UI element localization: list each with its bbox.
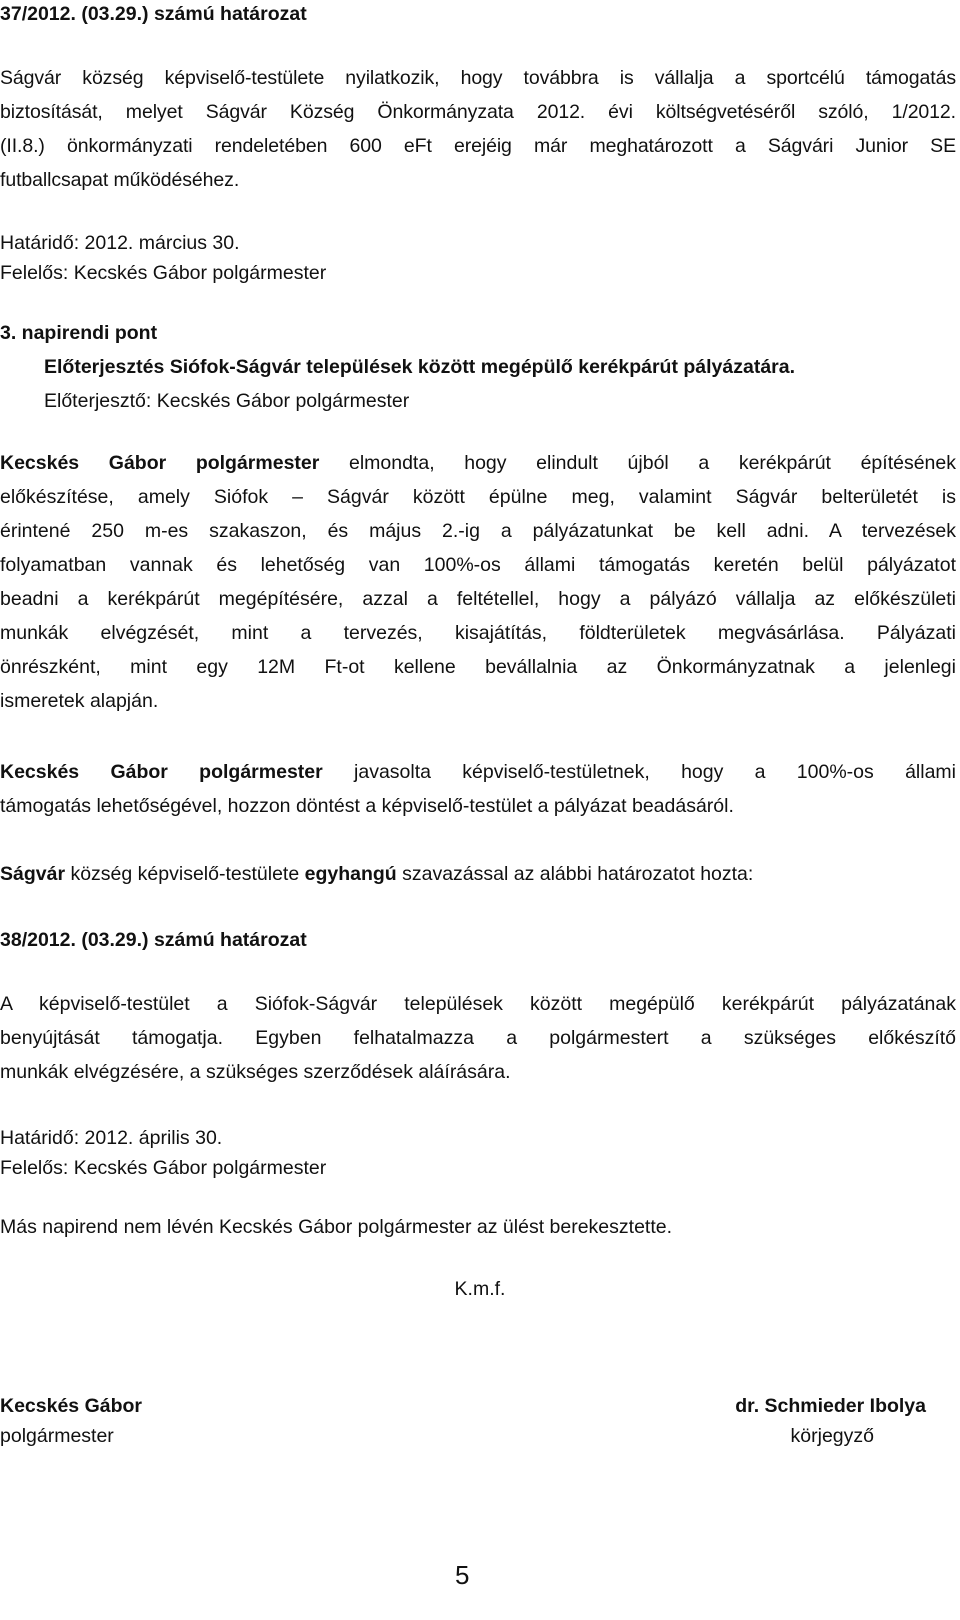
text-segment: szavazással az alábbi határozatot hozta:	[396, 863, 754, 885]
page-number: 5	[455, 1560, 470, 1590]
text-line	[0, 446, 956, 480]
agenda-item-title: 3. napirendi pont	[0, 322, 158, 344]
deadline-1: Határidő: 2012. március 30.	[0, 232, 240, 254]
closing-statement: Más napirend nem lévén Kecskés Gábor polgármester az ülést berekesztette.	[0, 1216, 673, 1238]
mayor-statement-1	[0, 446, 956, 718]
resolution-37-heading: 37/2012. (03.29.) számú határozat	[0, 3, 307, 25]
vote-statement	[0, 857, 753, 891]
text-line: beadni a kerékpárút megépítésére, azzal a feltétellel, hogy a pályázó vállalja az előkészületi	[0, 588, 956, 610]
resolution-38-body	[0, 987, 956, 1089]
text-line: önrészként, mint egy 12M Ft-ot kellene bevállalnia az Önkormányzatnak a jelenlegi	[0, 656, 956, 678]
text-segment: javasolta képviselő-testületnek, hogy a 100%-os állami	[322, 761, 956, 783]
signature-mayor-title: polgármester	[0, 1425, 114, 1447]
text-line	[0, 755, 956, 789]
signature-notary-title: körjegyző	[790, 1425, 874, 1447]
mayor-statement-2	[0, 755, 956, 823]
text-line: előkészítése, amely Siófok – Ságvár között épülne meg, valamint Ságvár belterületét is	[0, 486, 956, 508]
text-segment: község képviselő-testülete	[65, 863, 305, 885]
agenda-presenter: Előterjesztő: Kecskés Gábor polgármester	[44, 390, 410, 412]
responsible-1: Felelős: Kecskés Gábor polgármester	[0, 262, 327, 284]
text-line: Ságvár község képviselő-testülete nyilatkozik, hogy továbbra is vállalja a sportcélú támogatás	[0, 67, 956, 89]
vote-type: egyhangú	[304, 863, 397, 885]
text-line: A képviselő-testület a Siófok-Ságvár települések között megépülő kerékpárút pályázatának	[0, 993, 956, 1015]
text-line: folyamatban vannak és lehetőség van 100%-os állami támogatás keretén belül pályázatot	[0, 554, 956, 576]
text-segment: elmondta, hogy elindult újból a kerékpárút építésének	[319, 452, 956, 474]
signature-mayor-name: Kecskés Gábor	[0, 1395, 142, 1417]
text-line: biztosítását, melyet Ságvár Község Önkormányzata 2012. évi költségvetéséről szóló, 1/2012.	[0, 101, 956, 123]
resolution-37-body	[0, 61, 956, 197]
speaker-name: Kecskés Gábor polgármester	[0, 452, 320, 474]
responsible-2: Felelős: Kecskés Gábor polgármester	[0, 1157, 327, 1179]
signature-notary-name: dr. Schmieder Ibolya	[735, 1395, 926, 1417]
text-line: érintené 250 m-es szakaszon, és május 2.-ig a pályázatunkat be kell adni. A tervezések	[0, 520, 956, 542]
text-line: benyújtását támogatja. Egyben felhatalmazza a polgármestert a szükséges előkészítő	[0, 1027, 956, 1049]
text-line: munkák elvégzését, mint a tervezés, kisajátítás, földterületek megvásárlása. Pályázati	[0, 622, 956, 644]
text-line: ismeretek alapján.	[0, 690, 159, 712]
deadline-2: Határidő: 2012. április 30.	[0, 1127, 223, 1149]
text-line: futballcsapat működéséhez.	[0, 169, 240, 191]
agenda-proposal: Előterjesztés Siófok-Ságvár települések között megépülő kerékpárút pályázatára.	[44, 356, 796, 378]
kmf-label: K.m.f.	[454, 1278, 506, 1300]
speaker-name: Kecskés Gábor polgármester	[0, 761, 323, 783]
resolution-38-heading: 38/2012. (03.29.) számú határozat	[0, 929, 307, 951]
text-line: munkák elvégzésére, a szükséges szerződések aláírására.	[0, 1061, 511, 1083]
text-line: (II.8.) önkormányzati rendeletében 600 eFt erejéig már meghatározott a Ságvári Junior SE	[0, 135, 956, 157]
village-name: Ságvár	[0, 863, 66, 885]
text-line: támogatás lehetőségével, hozzon döntést a képviselő-testület a pályázat beadásáról.	[0, 795, 734, 817]
